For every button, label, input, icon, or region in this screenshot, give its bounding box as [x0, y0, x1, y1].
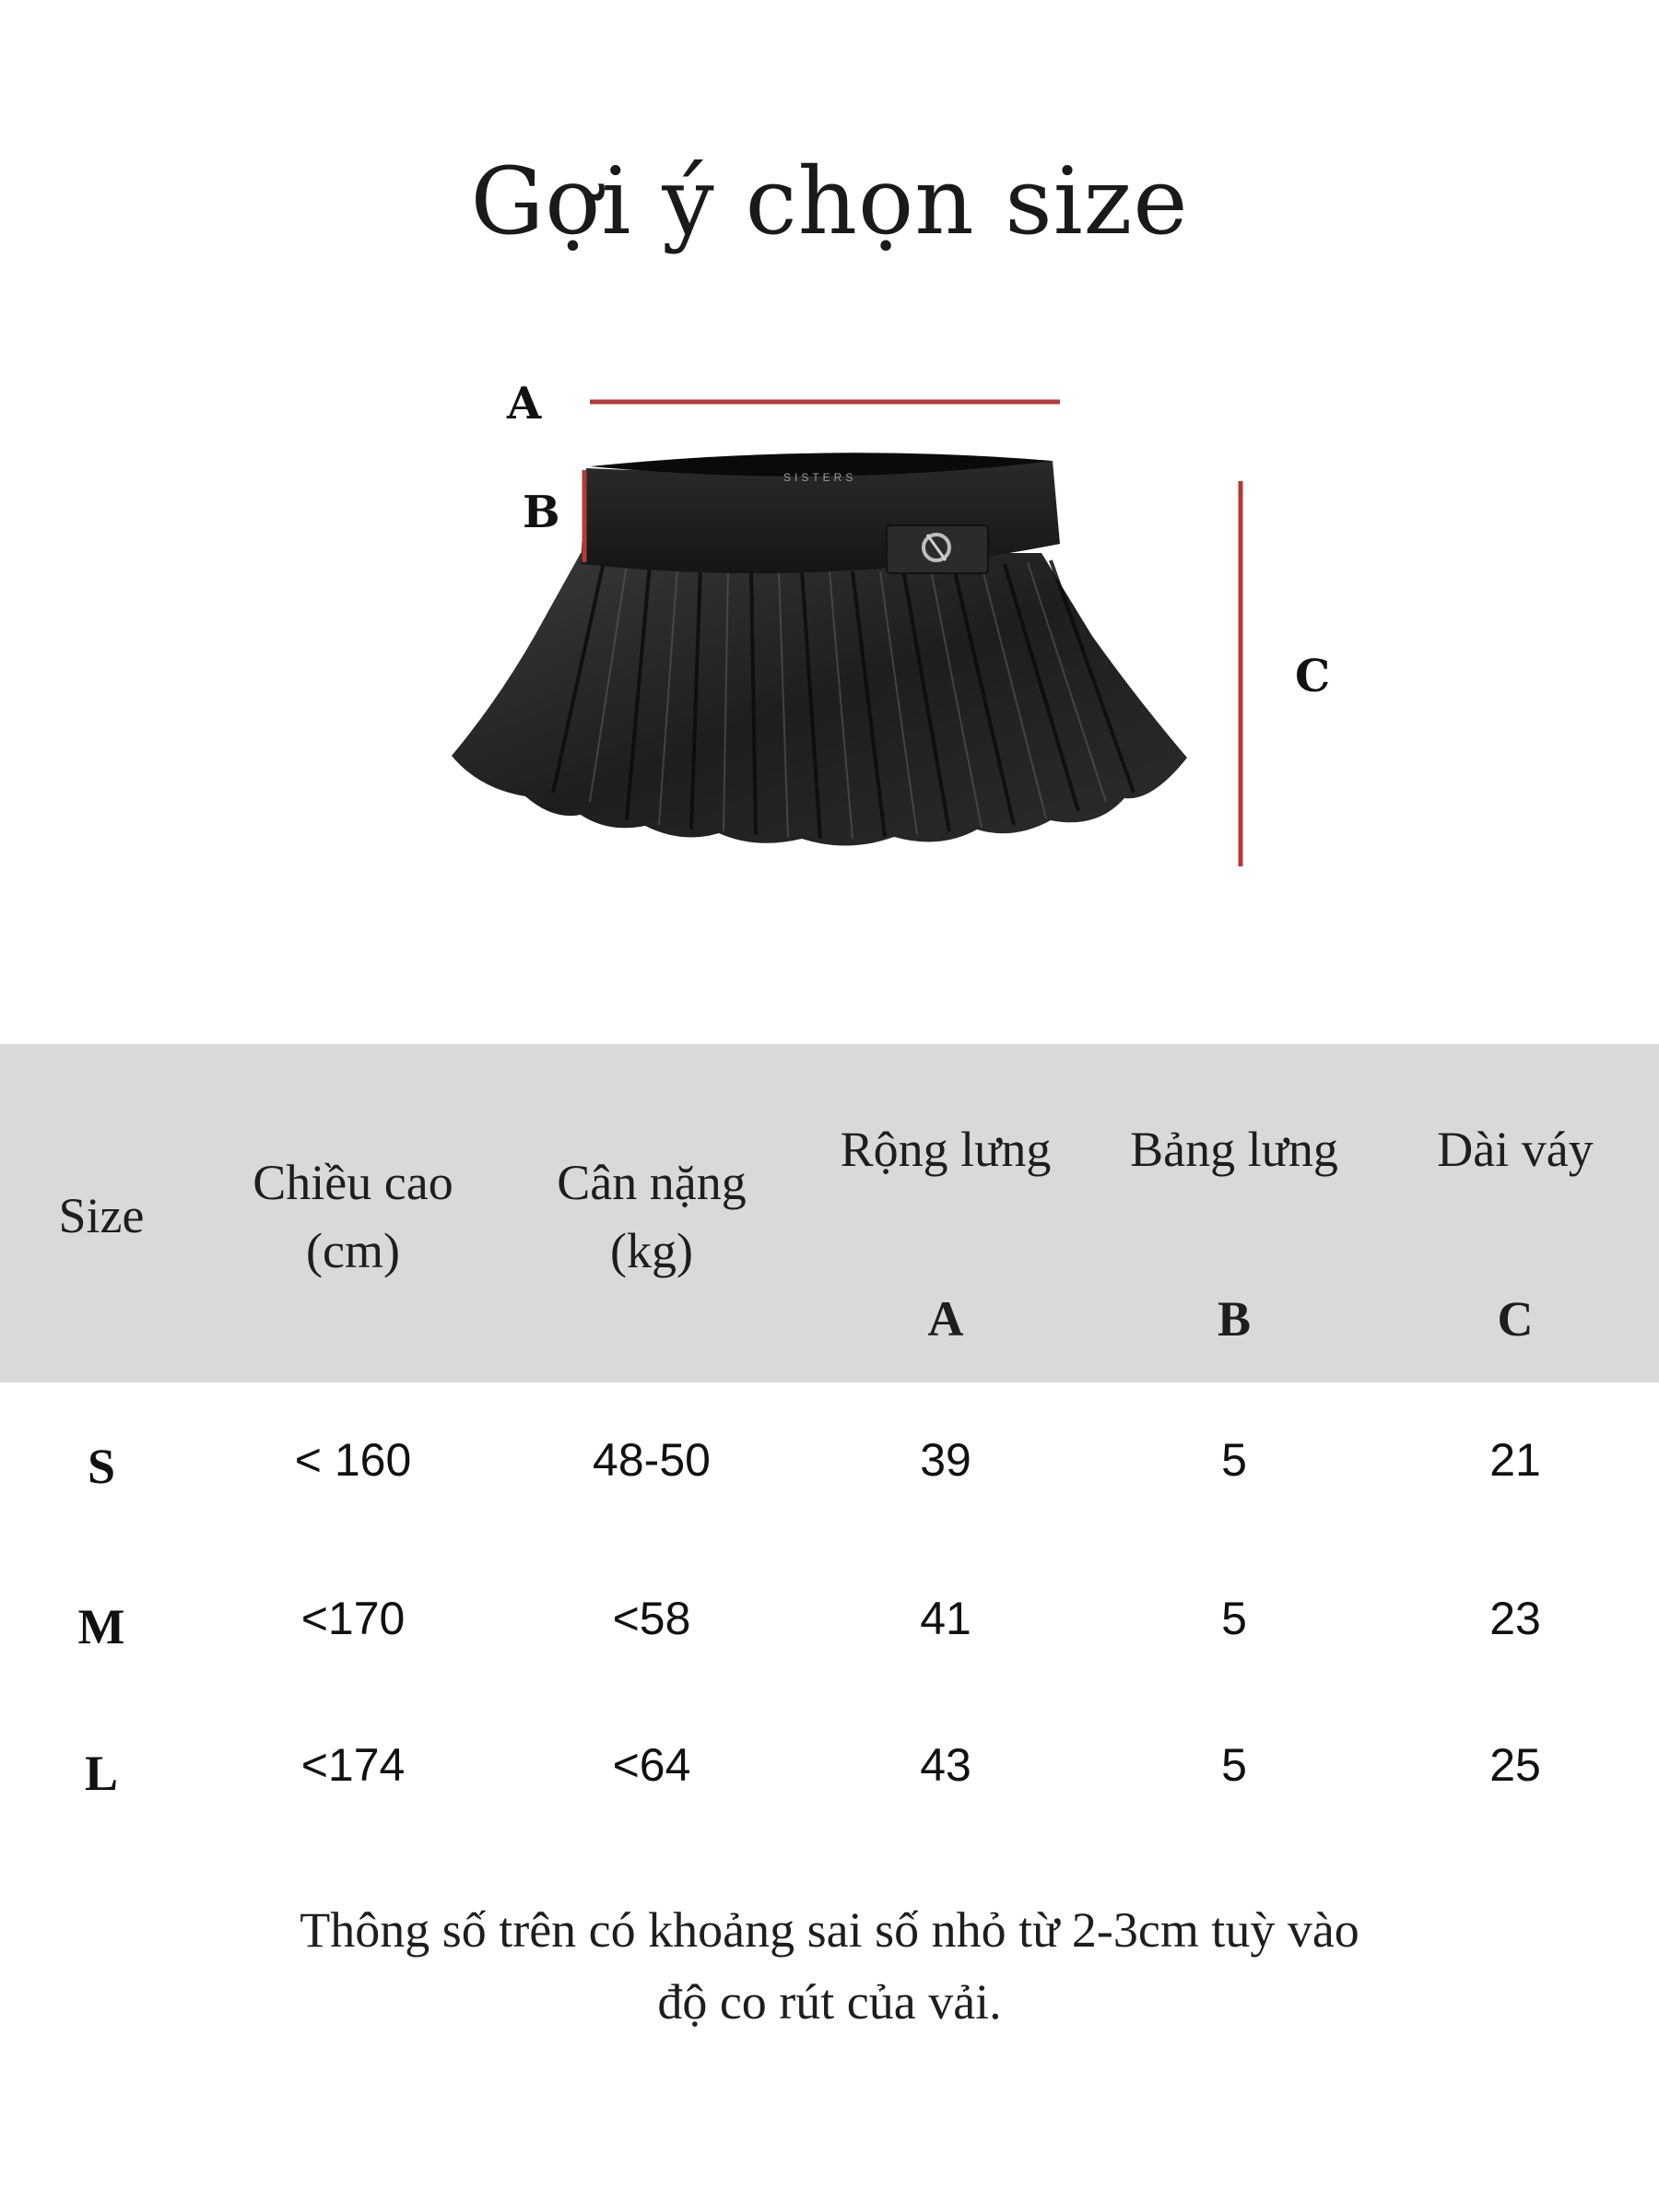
- header-band: Bảng lưng: [1130, 1122, 1338, 1177]
- cell-a: 43: [920, 1739, 971, 1791]
- label-a: A: [507, 378, 542, 429]
- cell-height: <170: [300, 1593, 406, 1644]
- cell-c: 23: [1489, 1593, 1541, 1644]
- cell-weight: 48-50: [593, 1434, 711, 1486]
- header-waist: Rộng lưng: [840, 1122, 1052, 1177]
- label-b: B: [523, 487, 560, 538]
- cell-size: S: [87, 1439, 116, 1494]
- cell-b: 5: [1221, 1593, 1247, 1644]
- table-header: [0, 1044, 1659, 1382]
- header-height: [253, 1148, 453, 1285]
- cell-weight: <58: [612, 1593, 691, 1644]
- header-waist-letter: A: [927, 1291, 964, 1347]
- cell-c: 21: [1489, 1434, 1541, 1486]
- tolerance-note-line2: độ co rút của vải.: [657, 1974, 1002, 2030]
- brand-tag: SISTERS: [783, 471, 857, 484]
- header-length: Dài váy: [1437, 1122, 1594, 1177]
- cell-size: M: [77, 1599, 125, 1654]
- skirt-image: [452, 453, 1187, 845]
- cell-size: L: [84, 1746, 119, 1801]
- header-weight-line2: (kg): [610, 1223, 693, 1278]
- cell-c: 25: [1489, 1739, 1541, 1791]
- label-c: C: [1295, 651, 1331, 702]
- header-weight: [557, 1148, 746, 1285]
- tolerance-note: [184, 1894, 1475, 2038]
- cell-height: < 160: [294, 1434, 412, 1486]
- cell-b: 5: [1221, 1739, 1247, 1791]
- header-length-letter: C: [1497, 1291, 1534, 1347]
- header-size: Size: [58, 1188, 145, 1243]
- skirt-diagram: [0, 0, 1659, 922]
- header-weight-line1: Cân nặng: [557, 1155, 747, 1210]
- cell-b: 5: [1221, 1434, 1247, 1486]
- cell-height: <174: [300, 1739, 406, 1791]
- page-title: Gợi ý chọn size: [470, 147, 1189, 255]
- header-height-line1: Chiều cao: [253, 1155, 453, 1210]
- header-height-line2: (cm): [306, 1223, 400, 1278]
- cell-a: 39: [920, 1434, 971, 1486]
- header-band-letter: B: [1217, 1291, 1252, 1347]
- tolerance-note-line1: Thông số trên có khoảng sai số nhỏ từ 2-3cm tuỳ vào: [300, 1902, 1359, 1958]
- cell-weight: <64: [612, 1739, 691, 1791]
- cell-a: 41: [920, 1593, 971, 1644]
